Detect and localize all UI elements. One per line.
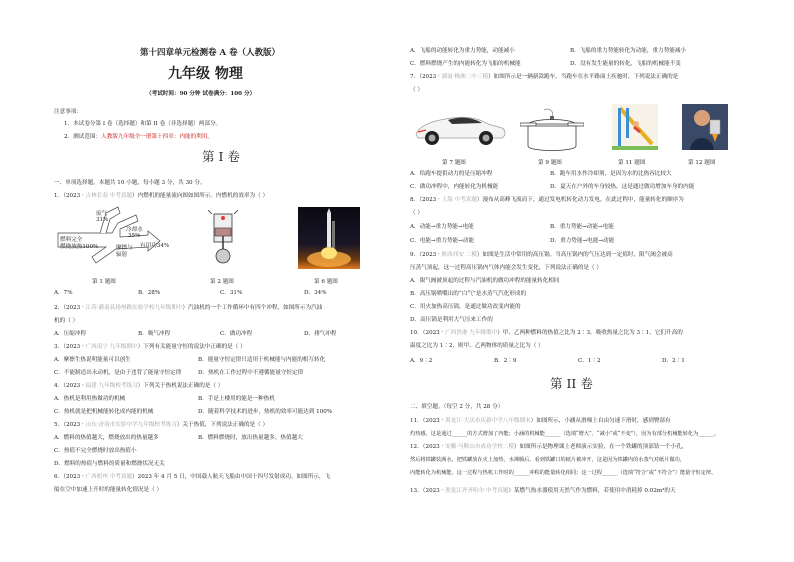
question-3: 3．（2023 · 广西南宁 九年级期中）下列有关能量守恒的说法中正确的是（ ） — [54, 344, 246, 350]
q6-option-c[interactable]: C．燃料燃烧产生的内能转化为飞船的机械能 — [410, 61, 521, 67]
doc-subtitle: 九年级 物理 — [168, 66, 243, 82]
energy-flow-diagram — [56, 203, 178, 271]
q1-option-b[interactable]: B．28% — [138, 290, 161, 296]
q3-option-a[interactable]: A．摩擦生热说明能量可以创生 — [54, 357, 131, 363]
question-10: 10．（2023 · 广西贵港 九年级期中）甲、乙两种燃料的热值之比为 2∶3，吸收热量之比为 3∶1，它们升高的 — [410, 330, 683, 336]
q4-option-a[interactable]: A．热机是利用热做功的机械 — [54, 396, 126, 402]
note-2: 2．测试范围：人教版九年级全一册第十四章：内能的利用。 — [64, 134, 214, 140]
question-11-cont: 灼热感，这是通过______的方式增加了内能；小涵的机械能______（选填“增大”、“减小”或“不变”），因为有部分机械能转化为______。 — [410, 431, 720, 437]
question-6-cont: 船在空中加速上升时的能量转化情况是（ ） — [54, 487, 163, 493]
caption-fig-11: 第 11 题图 — [618, 160, 646, 166]
question-2-cont: 机的（ ） — [54, 318, 79, 324]
q1-option-a[interactable]: A．7% — [54, 290, 73, 296]
q3-option-b[interactable]: B．能量守恒定律只适用于机械能与内能的相互转化 — [198, 357, 326, 363]
q7-option-d[interactable]: D．夏天在户外的车身较热，这是通过做功增加车身的内能 — [550, 184, 695, 190]
question-7-cont: （ ） — [410, 87, 423, 93]
q9-option-c[interactable]: C．用火加热高压锅，是通过做功改变内能的 — [410, 304, 521, 310]
note-1: 1．本试卷分第 I 卷（选择题）和第 II 卷（非选择题）两部分。 — [64, 121, 222, 127]
section1-heading: 一、单项选择题。本题共 10 小题，每小题 3 分，共 30 分。 — [54, 180, 206, 186]
flow-label-i: 有用功34% — [140, 243, 170, 249]
q4-option-b[interactable]: B．手是上楼用的能是一种热机 — [198, 396, 275, 402]
q1-option-d[interactable]: D．34% — [304, 290, 327, 296]
q6-option-d[interactable]: D．没有发生能量的转化，飞船的机械能不变 — [570, 61, 681, 67]
q5-option-a[interactable]: A．燃料的热值越大，燃烧放出的热量越多 — [54, 435, 159, 441]
question-12-cont: 然后将铁罐装满水，把铁罐放在火上加热，水沸腾后，看到铁罐口的纸片被冲开，这是因为铁罐内的水蒸气对纸片做功， — [410, 457, 685, 463]
doc-title: 第十四章单元检测卷 A 卷（人教版） — [140, 48, 281, 58]
q10-option-a[interactable]: A．9∶2 — [410, 358, 433, 364]
q8-option-a[interactable]: A．动能→重力势能→电能 — [410, 224, 474, 230]
caption-fig-9: 第 9 题图 — [538, 160, 562, 166]
q7-option-b[interactable]: B．跑车用水作冷却剂，是因为水的比热容比较大 — [550, 171, 672, 177]
q7-option-c[interactable]: C．做功冲程中，内能转化为机械能 — [410, 184, 499, 190]
q10-option-d[interactable]: D．2∶1 — [662, 358, 685, 364]
q8-option-d[interactable]: D．重力势能→电能→动能 — [550, 238, 615, 244]
pressure-cooker-figure — [520, 108, 584, 154]
question-12-cont2: 内能转化为机械能，这一过程与热机工作时的______冲程的能量转化相同；这一过程______（选填“符合”或“不符合”）能量守恒定律。 — [410, 470, 717, 476]
q2-option-c[interactable]: C．做功冲程 — [220, 331, 253, 337]
q9-option-a[interactable]: A．限气阀被顶起的过程与汽油机的做功冲程的能量转化相同 — [410, 278, 560, 284]
q4-option-d[interactable]: D．随着科学技术的进步，热机的效率可能达到 100% — [198, 409, 333, 415]
q3-option-c[interactable]: C．不能制造出永动机，是由于违背了能量守恒定律 — [54, 370, 182, 376]
q6-option-a[interactable]: A．飞船的动能转化为重力势能，动能减小 — [410, 48, 515, 54]
q10-option-c[interactable]: C．1∶2 — [578, 358, 601, 364]
flow-label-a: 废气 — [96, 211, 108, 217]
question-13: 13．（2023 · 黑龙江齐齐哈尔 中考真题）某燃气热水器使用天然气作为燃料，若使用中消耗掉 0.02m³的天 — [410, 488, 676, 494]
caption-fig-6: 第 6 题图 — [314, 279, 338, 285]
section2-heading: 二、填空题。（每空 2 分，共 28 分） — [410, 404, 504, 410]
q6-option-b[interactable]: B．飞船的重力势能转化为动能，重力势能减小 — [570, 48, 686, 54]
notes-label: 注意事项： — [54, 109, 82, 115]
question-6: 6．（2023 · 广西梧州 中考真题）2023 年 4 月 5 日，中国载人航天飞船由中国十四号发射成功。如图所示，飞 — [54, 474, 331, 480]
question-1: 1．（2023 · 吉林长春 中考真题）内燃机的能量流向图如图所示。内燃机的效率为（ ） — [54, 193, 269, 199]
question-7: 7．（2023 · 湖南·株洲二中三模）如图所示是一辆新款跑车，当跑车在水平路面上疾驰时，下列说法正确的是 — [410, 74, 679, 80]
question-8: 8．（2023 · 上海 中考真题）漫布从高峰飞流而下，通过发电机转化动力发电，在此过程中，能量转化的顺序为 — [410, 197, 684, 203]
question-12: 12．（2023 · 安徽·马鞍山市成功学校二模）如图所示是物理课上老师演示实验，在一个铁罐的顶部钻一个小孔， — [410, 444, 688, 450]
q2-option-a[interactable]: A．压缩冲程 — [54, 331, 87, 337]
flow-label-b: 31% — [96, 217, 109, 223]
q3-option-d[interactable]: D．热机在工作过程中不遵循能量守恒定律 — [198, 370, 304, 376]
question-8-cont: （ ） — [410, 210, 423, 216]
q10-option-b[interactable]: B．2∶9 — [494, 358, 517, 364]
question-11: 11．（2023 · 黑龙江·大庆市庆新中学八年级期末）如图所示，小涵从滑梯上自由匀速下滑时，感到臀部有 — [410, 418, 671, 424]
q8-option-b[interactable]: B．重力势能→动能→电能 — [550, 224, 614, 230]
sports-car-photo — [412, 104, 508, 150]
flow-label-f: 燃烧放热100% — [60, 244, 99, 250]
q5-option-d[interactable]: D．燃料的热值与燃料的质量和燃烧状况无关 — [54, 461, 165, 467]
question-9: 9．（2023 · 陕西西安 二模）如图是生活中常用的高压锅。当高压锅内的气压达到一定值时，限气阀会被高 — [410, 252, 673, 258]
question-2: 2．（2023 · 江苏·灌南县扬州路实验学校九年级期中）汽油机的一个工作循环中有四个冲程，如图所示为汽油 — [54, 305, 323, 311]
flow-label-h: 辐射 — [116, 252, 128, 258]
exam-meta: （考试时间：90 分钟 试卷满分：100 分） — [146, 91, 256, 97]
flow-label-e: 燃料完全 — [60, 237, 83, 243]
slide-figure — [612, 104, 658, 150]
caption-fig-12: 第 12 题图 — [688, 160, 716, 166]
q2-option-b[interactable]: B．吸气冲程 — [138, 331, 171, 337]
q8-option-c[interactable]: C．电能→重力势能→动能 — [410, 238, 474, 244]
q1-option-c[interactable]: C．31% — [220, 290, 243, 296]
q7-option-a[interactable]: A．给跑车提供动力的是压缩冲程 — [410, 171, 493, 177]
part1-title: 第 I 卷 — [202, 149, 240, 164]
flow-label-c: 冷却水 — [126, 227, 143, 233]
q5-option-b[interactable]: B．燃料燃烧时，放出热量越多，热值越大 — [198, 435, 303, 441]
question-10-cont: 温度之比为 1∶2，则甲、乙两物体的质量之比为（ ） — [410, 343, 544, 349]
question-5: 5．（2023 · 山东·济南市实验中学九年级校考练习）关于热值，下列说法正确的是（ ） — [54, 422, 269, 428]
rocket-launch-photo — [298, 207, 360, 269]
q9-option-d[interactable]: D．高压锅是利用大气压来工作的 — [410, 317, 493, 323]
caption-fig-2: 第 2 题图 — [210, 279, 234, 285]
can-experiment-photo — [682, 104, 728, 150]
part2-title: 第 II 卷 — [550, 376, 593, 391]
q4-option-c[interactable]: C．热机就是把机械能转化成内能的机械 — [54, 409, 154, 415]
flow-label-g: 摩擦与 — [116, 245, 133, 251]
question-4: 4．（2023 · 福建 九年级校考练习）下列关于热机说法正确的是（ ） — [54, 383, 224, 389]
q5-option-c[interactable]: C．热值不完全燃烧时放出热值小 — [54, 448, 137, 454]
q2-option-d[interactable]: D．排气冲程 — [304, 331, 337, 337]
flow-label-d: 35% — [128, 233, 141, 239]
q9-option-b[interactable]: B．高压锅喷嘴出的“白气”是水蒸气汽化形成的 — [410, 291, 527, 297]
question-9-cont: 压蒸气顶起，这一过程高压锅内气体内能会发生变化，下列说法正确的是（ ） — [410, 265, 602, 271]
engine-cylinder-figure — [206, 210, 240, 266]
caption-fig-1: 第 1 题图 — [92, 279, 116, 285]
caption-fig-7: 第 7 题图 — [442, 160, 466, 166]
